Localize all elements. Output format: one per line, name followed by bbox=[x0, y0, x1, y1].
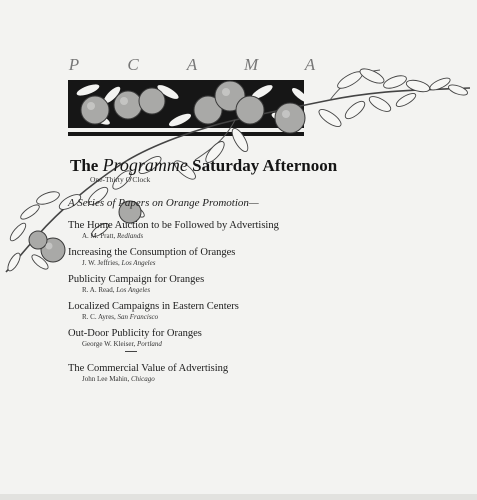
list-item bbox=[68, 301, 368, 322]
association-initials bbox=[67, 55, 317, 75]
initial-letter: C bbox=[127, 55, 139, 74]
author-location: Los Angeles bbox=[121, 259, 156, 267]
closing-paper bbox=[68, 363, 368, 384]
author-name: George W. Kleiser, bbox=[82, 340, 136, 348]
title-italic-word: Programme bbox=[102, 155, 188, 175]
paper-author bbox=[82, 232, 368, 241]
paper-title: Increasing the Consumption of Oranges bbox=[68, 247, 236, 258]
paper-author bbox=[82, 286, 368, 295]
author-location: Portland bbox=[137, 340, 162, 348]
author-location: Redlands bbox=[117, 232, 144, 240]
paper-title: Localized Campaigns in Eastern Centers bbox=[68, 301, 239, 312]
list-item bbox=[68, 220, 368, 241]
author-name: J. W. Jeffries, bbox=[82, 259, 120, 267]
papers-list bbox=[68, 220, 368, 349]
paper-author bbox=[82, 313, 368, 322]
list-item bbox=[68, 363, 368, 384]
author-location: Los Angeles bbox=[116, 286, 151, 294]
author-name: R. C. Ayres, bbox=[82, 313, 116, 321]
author-name: A. M. Pratt, bbox=[82, 232, 116, 240]
paper-title: Publicity Campaign for Oranges bbox=[68, 274, 205, 285]
list-item bbox=[68, 274, 368, 295]
title-prefix: The bbox=[70, 156, 103, 175]
paper-title: The Home Auction to be Followed by Advertising bbox=[68, 220, 279, 231]
paper-title: The Commercial Value of Advertising bbox=[68, 363, 229, 374]
author-location: Chicago bbox=[131, 375, 155, 383]
paper-author bbox=[82, 340, 368, 349]
initial-letter: M bbox=[244, 55, 259, 74]
divider bbox=[125, 351, 137, 352]
paper-title: Out-Door Publicity for Oranges bbox=[68, 328, 202, 339]
list-item bbox=[68, 328, 368, 349]
author-location: San Francisco bbox=[117, 313, 159, 321]
initial-letter: A bbox=[186, 55, 198, 74]
author-name: R. A. Read, bbox=[82, 286, 115, 294]
author-name: John Lee Mahin, bbox=[82, 375, 130, 383]
title-suffix: Saturday Afternoon bbox=[187, 156, 338, 175]
series-heading: A Series of Papers on Orange Promotion— bbox=[68, 197, 259, 209]
list-item bbox=[68, 247, 368, 268]
programme-title bbox=[70, 155, 337, 176]
paper-author bbox=[82, 259, 368, 268]
session-time: One-Thirty O'Clock bbox=[90, 175, 151, 184]
initial-letter: P bbox=[68, 55, 80, 74]
paper-author bbox=[82, 375, 368, 384]
initial-letter: A bbox=[304, 55, 316, 74]
